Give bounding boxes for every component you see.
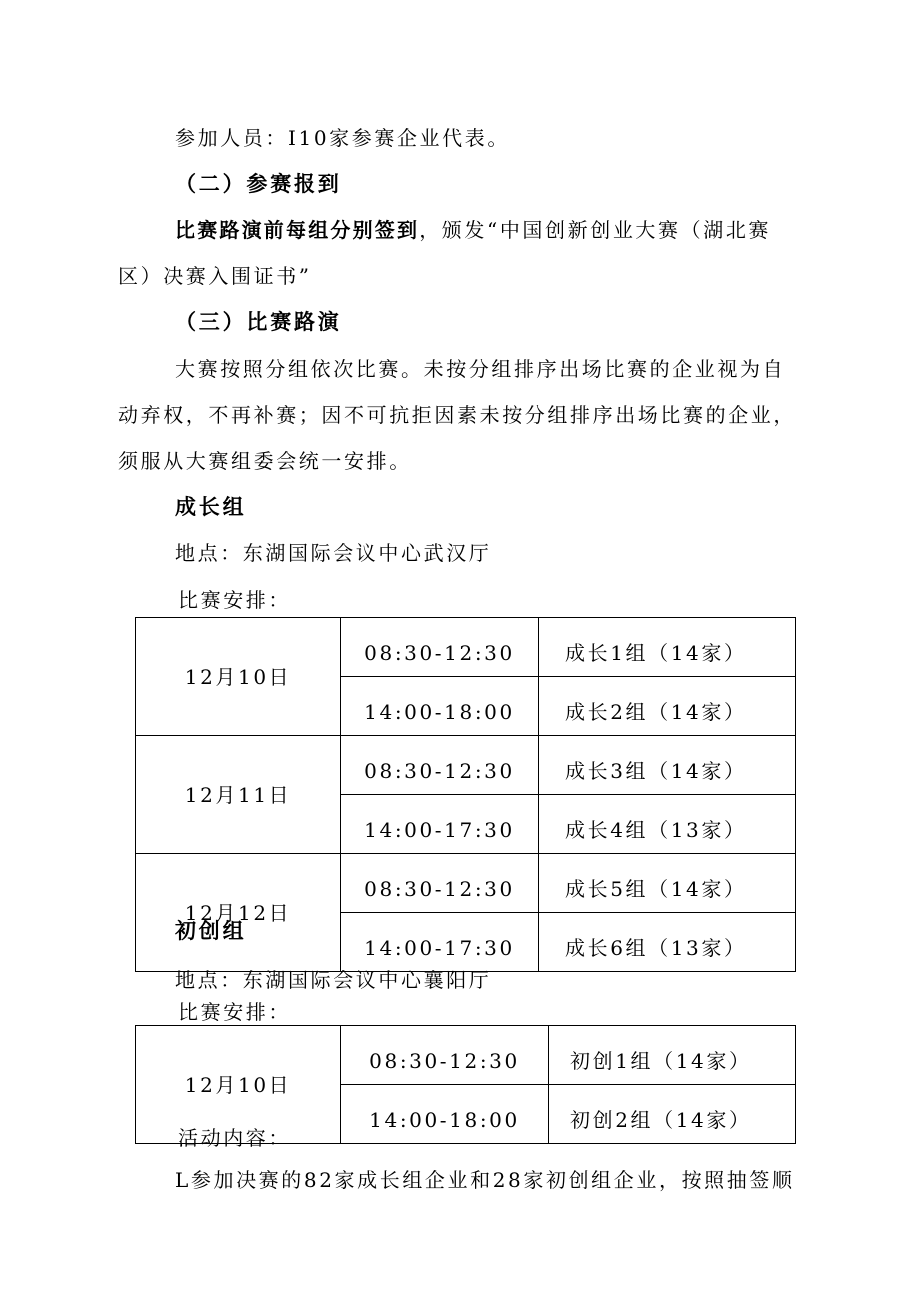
startup-group-location: 地点：东湖国际会议中心襄阳厅: [175, 968, 492, 992]
registration-paragraph-line-1: [175, 216, 771, 244]
growth-group-location: 地点：东湖国际会议中心武汉厅: [175, 541, 492, 565]
schedule-date-cell: 12月10日: [136, 618, 341, 736]
schedule-time-cell: 08:30-12:30: [341, 854, 539, 913]
schedule-group-cell: 成长3组（14家）: [539, 736, 796, 795]
startup-group-heading: 初创组: [175, 919, 247, 943]
registration-heading: （二）参赛报到: [175, 172, 342, 196]
roadshow-paragraph-line-2: 动弃权，不再补赛；因不可抗拒因素未按分组排序出场比赛的企业，: [118, 403, 796, 427]
schedule-group-cell: 成长1组（14家）: [539, 618, 796, 677]
schedule-group-cell: 成长5组（14家）: [539, 854, 796, 913]
schedule-time-cell: 14:00-18:00: [341, 677, 539, 736]
schedule-date-cell: 12月12日: [136, 854, 341, 972]
schedule-time-cell: 08:30-12:30: [341, 1026, 549, 1085]
roadshow-paragraph-line-1: 大赛按照分组依次比赛。未按分组排序出场比赛的企业视为自: [175, 357, 786, 381]
schedule-date-cell: 12月11日: [136, 736, 341, 854]
schedule-time-cell: 14:00-17:30: [341, 913, 539, 972]
schedule-row: [136, 618, 796, 677]
registration-bold-text: 比赛路演前每组分别签到: [175, 218, 420, 242]
schedule-group-cell: 初创1组（14家）: [549, 1026, 796, 1085]
growth-group-heading: 成长组: [175, 495, 247, 519]
schedule-group-cell: 初创2组（14家）: [549, 1085, 796, 1144]
roadshow-paragraph-line-3: 须服从大赛组委会统一安排。: [118, 449, 412, 473]
roadshow-heading: （三）比赛路演: [175, 310, 342, 334]
activity-paragraph-line-1: L参加决赛的82家成长组企业和28家初创组企业，按照抽签顺: [175, 1168, 795, 1192]
schedule-group-cell: 成长4组（13家）: [539, 795, 796, 854]
participants-line: 参加人员：I10家参赛企业代表。: [175, 126, 510, 150]
startup-group-schedule-label: 比赛安排：: [178, 1000, 291, 1024]
registration-line-1-rest: ，颁发“中国创新创业大赛（湖北赛: [419, 218, 772, 242]
schedule-row: [136, 736, 796, 795]
schedule-date-cell: 12月10日: [136, 1026, 341, 1144]
activity-label: 活动内容：: [178, 1126, 291, 1150]
schedule-row: [136, 854, 796, 913]
growth-group-schedule-label: 比赛安排：: [178, 588, 291, 612]
schedule-group-cell: 成长2组（14家）: [539, 677, 796, 736]
schedule-row: [136, 1026, 796, 1085]
schedule-time-cell: 14:00-18:00: [341, 1085, 549, 1144]
schedule-time-cell: 08:30-12:30: [341, 736, 539, 795]
registration-paragraph-line-2: 区）决赛入围证书”: [118, 264, 312, 288]
schedule-group-cell: 成长6组（13家）: [539, 913, 796, 972]
schedule-time-cell: 08:30-12:30: [341, 618, 539, 677]
schedule-time-cell: 14:00-17:30: [341, 795, 539, 854]
